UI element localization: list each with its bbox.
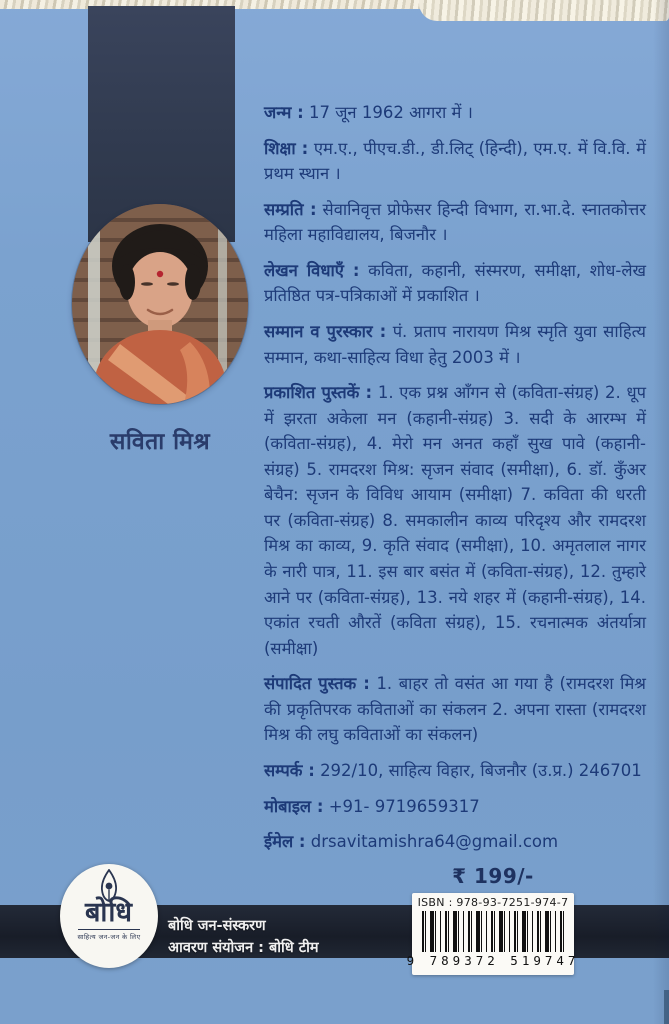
bio-block-text: 1. बाहर तो वसंत आ गया है (रामदरश मिश्र की प्रकृतिपरक कविताओं का संकलन 2. अपना रास्ता (रामदरश मिश्र की लघु कविताओं का संकलन): [264, 674, 646, 745]
bio-block-text: 292/10, साहित्य विहार, बिजनौर (उ.प्र.) 246701: [320, 760, 642, 780]
bio-block: [264, 100, 646, 126]
book-edge-shading: [653, 0, 669, 1024]
barcode-panel: [406, 893, 580, 975]
bio-block-label: सम्प्रति :: [264, 199, 317, 219]
bio-block-label: शिक्षा :: [264, 138, 309, 158]
bio-block-text: 17 जून 1962 आगरा में ।: [308, 103, 473, 122]
author-photo: [72, 204, 248, 404]
bio-block-text: कविता, कहानी, संस्मरण, समीक्षा, शोध-लेख प्रतिष्ठित पत्र-पत्रिकाओं में प्रकाशित ।: [264, 260, 646, 306]
isbn-label: ISBN : 978-93-7251-974-7: [417, 896, 569, 909]
bio-block-label: संपादित पुस्तक :: [264, 674, 370, 694]
imprint-line-cover-design: आवरण संयोजन : बोधि टीम: [168, 940, 319, 957]
bio-block: [264, 794, 646, 820]
bio-block: [264, 380, 646, 661]
publisher-logo-tagline: साहित्य जन-जन के लिए: [78, 929, 141, 941]
author-name: सविता मिश्र: [109, 429, 211, 455]
publisher-logo: [60, 864, 158, 968]
bio-block-label: मोबाइल :: [264, 796, 324, 816]
bio-block-label: लेखन विधाएँ :: [264, 260, 360, 280]
bio-block: [264, 136, 646, 187]
bio-block-label: जन्म :: [264, 103, 304, 122]
imprint-lines: [168, 915, 319, 960]
bio-block-label: ईमेल :: [264, 832, 306, 852]
bio-block: [264, 671, 646, 748]
fabric-background-top-right: [419, 0, 669, 21]
bio-block: [264, 829, 646, 855]
bio-block: [264, 258, 646, 309]
bio-block-text: सेवानिवृत्त प्रोफेसर हिन्दी विभाग, रा.भा.दे. स्नातकोत्तर महिला महाविद्यालय, बिजनौर ।: [264, 199, 646, 245]
author-bio-column: [264, 100, 646, 865]
bio-block-text: drsavitamishra64@gmail.com: [310, 832, 559, 852]
bio-block-text: 1. एक प्रश्न आँगन से (कविता-संग्रह) 2. धूप में झरता अकेला मन (कहानी-संग्रह) 3. सदी के आरम्भ में (कविता-संग्रह), 4. मेरो मन अनत कहाँ सुख पावे (कहानी-संग्रह) 5. रामदरश मिश्र: सृजन संवाद (समीक्षा), 6. डॉ. कुँअर बेचैन: सृजन के विविध आयाम (समीक्षा) 7. कविता की धरती पर (कविता-संग्रह) 8. समकालीन काव्य परिदृश्य और रामदरश मिश्र का काव्य, 9. कृति संवाद (समीक्षा), 10. अमृतलाल नागर के नारी पात्र, 11. इस बार बसंत में (कविता-संग्रह), 12. तुम्हारे आने पर (कविता-संग्रह), 13. नये शहर में (कहानी-संग्रह), 14. एकांत रचती औरतें (कविता संग्रह), 15. रचनात्मक अंतर्यात्रा (समीक्षा): [264, 383, 646, 658]
bio-block-label: सम्पर्क :: [264, 760, 315, 780]
bio-block-text: +91- 9719659317: [328, 796, 480, 816]
bio-block: [264, 319, 646, 370]
barcode-digits: 9 789372 519747: [406, 953, 580, 968]
bio-block-label: प्रकाशित पुस्तकें :: [264, 383, 373, 403]
barcode-bars: [422, 911, 564, 952]
imprint-line-edition: बोधि जन-संस्करण: [168, 918, 266, 934]
author-photo-illustration: [72, 204, 248, 404]
bio-block: [264, 197, 646, 248]
bio-block-text: एम.ए., पीएच.डी., डी.लिट् (हिन्दी), एम.ए. में वि.वि. में प्रथम स्थान ।: [264, 138, 646, 184]
price-label: ₹ 199/-: [452, 864, 534, 888]
bio-block-text: पं. प्रताप नारायण मिश्र स्मृति युवा साहित्य सम्मान, कथा-साहित्य विधा हेतु 2003 में ।: [264, 321, 646, 367]
bottom-right-corner-sliver: [664, 990, 669, 1024]
publisher-logo-text: बोधि: [84, 897, 133, 928]
bio-block-label: सम्मान व पुरस्कार :: [264, 321, 387, 341]
bio-block: [264, 758, 646, 784]
